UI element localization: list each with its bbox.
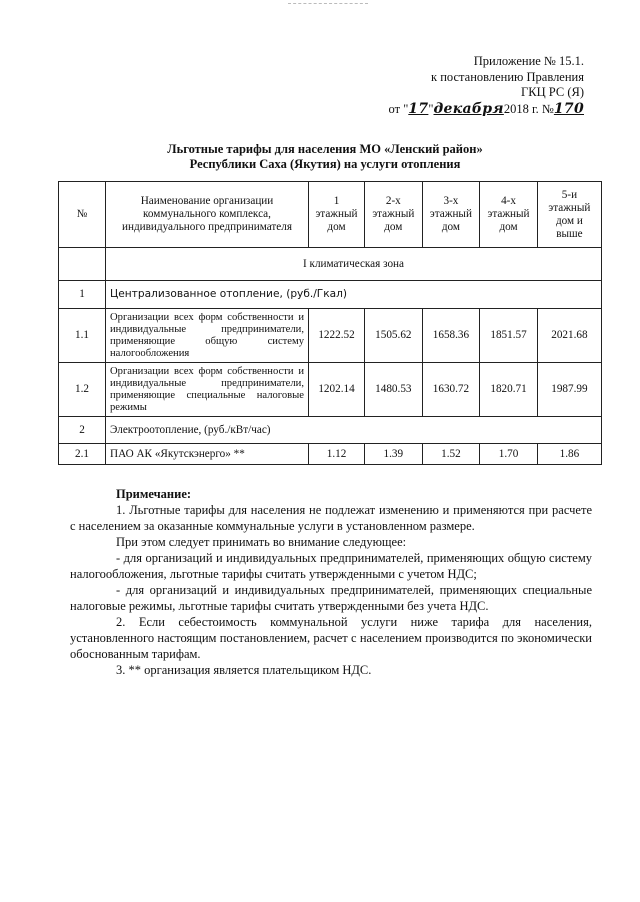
row-1-1-col2: 1505.62: [365, 309, 423, 363]
row-1-1-col5: 2021.68: [537, 309, 601, 363]
table-row: [59, 444, 602, 465]
section-2-num: 2: [59, 417, 106, 444]
climate-zone-label: I климатическая зона: [106, 248, 602, 281]
row-2-1-col3: 1.52: [422, 444, 480, 465]
decree-number-handwritten: 170: [553, 100, 584, 117]
section-1-num: 1: [59, 281, 106, 309]
scan-mark: [288, 3, 368, 6]
row-2-1-col1: 1.12: [309, 444, 365, 465]
note-paragraph-2: При этом следует принимать во внимание следующее:: [116, 535, 407, 549]
title-line-2: Республики Саха (Якутия) на услуги отопления: [189, 157, 461, 171]
table-row: [59, 363, 602, 417]
header-col4: 4-х этажный дом: [480, 182, 538, 248]
appendix-header: [344, 54, 584, 117]
row-1-1-col3: 1658.36: [422, 309, 480, 363]
row-1-2-num: 1.2: [59, 363, 106, 417]
row-1-2-col5: 1987.99: [537, 363, 601, 417]
notes-heading: Примечание:: [116, 487, 192, 501]
appendix-date-line: [344, 102, 584, 118]
section-row-2: [59, 417, 602, 444]
date-prefix: от ": [388, 101, 409, 116]
header-col3: 3-х этажный дом: [422, 182, 480, 248]
date-month-handwritten: декабря: [433, 100, 504, 117]
appendix-line-3: ГКЦ РС (Я): [521, 85, 584, 99]
row-1-2-col3: 1630.72: [422, 363, 480, 417]
header-col5: 5-и этажный дом и выше: [537, 182, 601, 248]
appendix-line-2: к постановлению Правления: [431, 69, 584, 84]
title-line-1: Льготные тарифы для населения МО «Ленский район»: [167, 142, 483, 156]
row-2-1-name: ПАО АК «Якутскэнерго» **: [106, 444, 309, 465]
section-row-1: [59, 281, 602, 309]
notes-section: [70, 486, 592, 678]
appendix-line-1: Приложение № 15.1.: [473, 54, 584, 68]
tariff-table: [58, 181, 602, 465]
row-1-2-name: Организации всех форм собственности и индивидуальные предприниматели, применяющие специальные налоговые режимы: [106, 363, 309, 417]
note-paragraph-3: - для организаций и индивидуальных предпринимателей, применяющих общую систему налогообложения, льготные тарифы считать утвержденными с учетом НДС;: [70, 551, 592, 581]
row-1-1-col1: 1222.52: [309, 309, 365, 363]
date-mid: ": [428, 101, 434, 116]
zone-num-empty: [59, 248, 106, 281]
note-paragraph-5: 2. Если себестоимость коммунальной услуги ниже тарифа для населения, установленного настоящим постановлением, расчет с населением производится по экономически обоснованным тарифам.: [70, 615, 592, 661]
section-1-label: Централизованное отопление, (руб./Гкал): [106, 281, 602, 309]
section-2-label: Электроотопление, (руб./кВт/час): [106, 417, 602, 444]
note-paragraph-4: - для организаций и индивидуальных предпринимателей, применяющих специальные налоговые режимы, льготные тарифы считать утвержденными без учета НДС.: [70, 583, 592, 613]
row-2-1-col5: 1.86: [537, 444, 601, 465]
row-1-2-col2: 1480.53: [365, 363, 423, 417]
row-2-1-col4: 1.70: [480, 444, 538, 465]
row-1-2-col1: 1202.14: [309, 363, 365, 417]
row-1-2-col4: 1820.71: [480, 363, 538, 417]
row-2-1-num: 2.1: [59, 444, 106, 465]
zone-row: [59, 248, 602, 281]
note-paragraph-1: 1. Льготные тарифы для населения не подлежат изменению и применяются при расчете с населением за оказанные коммунальные услуги в установленном размере.: [70, 503, 592, 533]
note-paragraph-6: 3. ** организация является плательщиком НДС.: [116, 663, 372, 677]
row-1-1-num: 1.1: [59, 309, 106, 363]
date-day-handwritten: 17: [408, 100, 429, 117]
header-col2: 2-х этажный дом: [365, 182, 423, 248]
header-name: Наименование организации коммунального комплекса, индивидуального предпринимателя: [106, 182, 309, 248]
row-2-1-col2: 1.39: [365, 444, 423, 465]
table-header-row: [59, 182, 602, 248]
table-row: [59, 309, 602, 363]
header-col1: 1 этажный дом: [309, 182, 365, 248]
date-year: 2018 г. №: [503, 101, 554, 116]
row-1-1-name: Организации всех форм собственности и индивидуальные предприниматели, применяющие общую систему налогообложения: [106, 309, 309, 363]
row-1-1-col4: 1851.57: [480, 309, 538, 363]
header-num: №: [59, 182, 106, 248]
document-title: [60, 142, 590, 172]
